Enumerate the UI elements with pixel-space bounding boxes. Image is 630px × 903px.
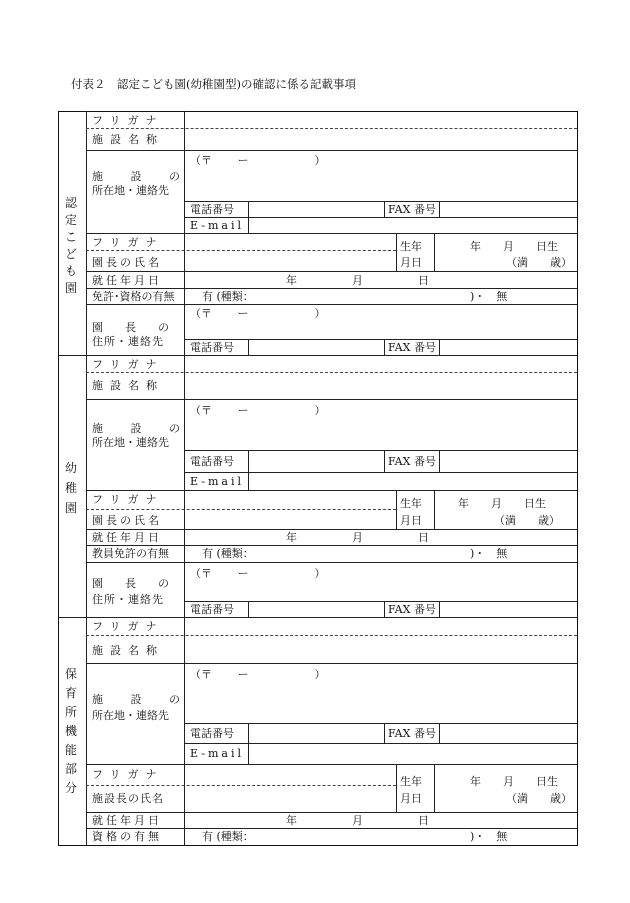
director-furigana-label: フリガナ: [92, 768, 164, 781]
license-none-option[interactable]: )・ 無: [470, 547, 508, 560]
license-label: 免許･資格の有無: [92, 290, 175, 303]
facility-name-label: 施設名称: [92, 133, 164, 146]
form-frame: [58, 111, 578, 846]
appointment-date-field[interactable]: 年 月 日: [286, 531, 429, 544]
director-furigana-label: フリガナ: [92, 493, 164, 506]
zip-field[interactable]: （〒 ー ）: [190, 567, 326, 580]
director-name-label: 施設長の氏名: [92, 792, 164, 805]
director-contact-label: 住所・連絡先: [92, 335, 164, 348]
director-contact-label: 住所・連絡先: [92, 593, 164, 606]
zip-field[interactable]: （〒 ー ）: [190, 668, 326, 681]
license-type-field[interactable]: 有 (種類：: [202, 547, 254, 560]
appointment-date-field[interactable]: 年 月 日: [286, 814, 429, 827]
document-title: 付表２ 認定こども園(幼稚園型)の確認に係る記載事項: [71, 77, 356, 91]
section-divider: [58, 617, 577, 618]
birth-label-2: 月日: [400, 514, 422, 527]
email-label: E-mail: [190, 475, 244, 488]
facility-name-label: 施設名称: [92, 644, 164, 657]
phone-label: 電話番号: [190, 341, 234, 354]
fax-label: FAX 番号: [388, 455, 436, 468]
license-type-field[interactable]: 有 (種類：: [202, 290, 254, 303]
license-none-option[interactable]: )・ 無: [470, 290, 508, 303]
license-label: 資格の有無: [92, 830, 162, 843]
section-label-kodomoen: 認定こども園: [64, 196, 77, 295]
birth-date-field[interactable]: 年 月 日生: [470, 240, 558, 253]
age-field[interactable]: （満 歳）: [506, 792, 572, 805]
appointment-date-field[interactable]: 年 月 日: [286, 274, 429, 287]
director-address-label: 園 長 の: [92, 321, 169, 334]
furigana-label: フリガナ: [92, 358, 164, 371]
facility-address-label: 施 設 の: [92, 693, 180, 706]
age-field[interactable]: （満 歳）: [494, 514, 560, 527]
phone-label: 電話番号: [190, 727, 234, 740]
fax-label: FAX 番号: [388, 341, 436, 354]
section-divider: [58, 355, 577, 356]
email-label: E-mail: [190, 747, 244, 760]
birth-label-2: 月日: [400, 256, 422, 269]
director-furigana-label: フリガナ: [92, 236, 164, 249]
facility-name-label: 施設名称: [92, 379, 164, 392]
appointment-date-label: 就任年月日: [92, 274, 162, 287]
birth-label-1: 生年: [400, 240, 422, 253]
birth-label-2: 月日: [400, 792, 422, 805]
license-type-field[interactable]: 有 (種類：: [202, 830, 254, 843]
fax-label: FAX 番号: [388, 603, 436, 616]
facility-address-label: 施 設 の: [92, 170, 180, 183]
director-name-label: 園長の氏名: [92, 256, 162, 269]
director-address-label: 園 長 の: [92, 577, 169, 590]
section-label-hoikusho: 保育所機能部分: [64, 667, 77, 795]
furigana-label: フリガナ: [92, 620, 164, 633]
license-label: 教員免許の有無: [92, 547, 169, 560]
phone-label: 電話番号: [190, 455, 234, 468]
zip-field[interactable]: （〒 ー ）: [190, 404, 326, 417]
label-column-divider: [184, 111, 185, 845]
zip-field[interactable]: （〒 ー ）: [190, 154, 326, 167]
fax-label: FAX 番号: [388, 203, 436, 216]
email-label: E-mail: [190, 219, 244, 232]
phone-label: 電話番号: [190, 203, 234, 216]
appointment-date-label: 就任年月日: [92, 814, 162, 827]
fax-label: FAX 番号: [388, 727, 436, 740]
license-none-option[interactable]: )・ 無: [470, 830, 508, 843]
furigana-label: フリガナ: [92, 114, 164, 127]
facility-address-label: 施 設 の: [92, 422, 180, 435]
zip-field[interactable]: （〒 ー ）: [190, 307, 326, 320]
age-field[interactable]: （満 歳）: [506, 256, 572, 269]
appointment-date-label: 就任年月日: [92, 531, 162, 544]
address-contact-label: 所在地・連絡先: [92, 184, 169, 197]
address-contact-label: 所在地・連絡先: [92, 709, 169, 722]
section-label-yochien: 幼稚園: [64, 461, 77, 515]
section-column-divider: [86, 111, 87, 845]
birth-date-field[interactable]: 年 月 日生: [470, 775, 558, 788]
birth-label-1: 生年: [400, 775, 422, 788]
phone-label: 電話番号: [190, 603, 234, 616]
birth-date-field[interactable]: 年 月 日生: [458, 497, 546, 510]
director-name-label: 園長の氏名: [92, 514, 162, 527]
address-contact-label: 所在地・連絡先: [92, 436, 169, 449]
birth-label-1: 生年: [400, 497, 422, 510]
